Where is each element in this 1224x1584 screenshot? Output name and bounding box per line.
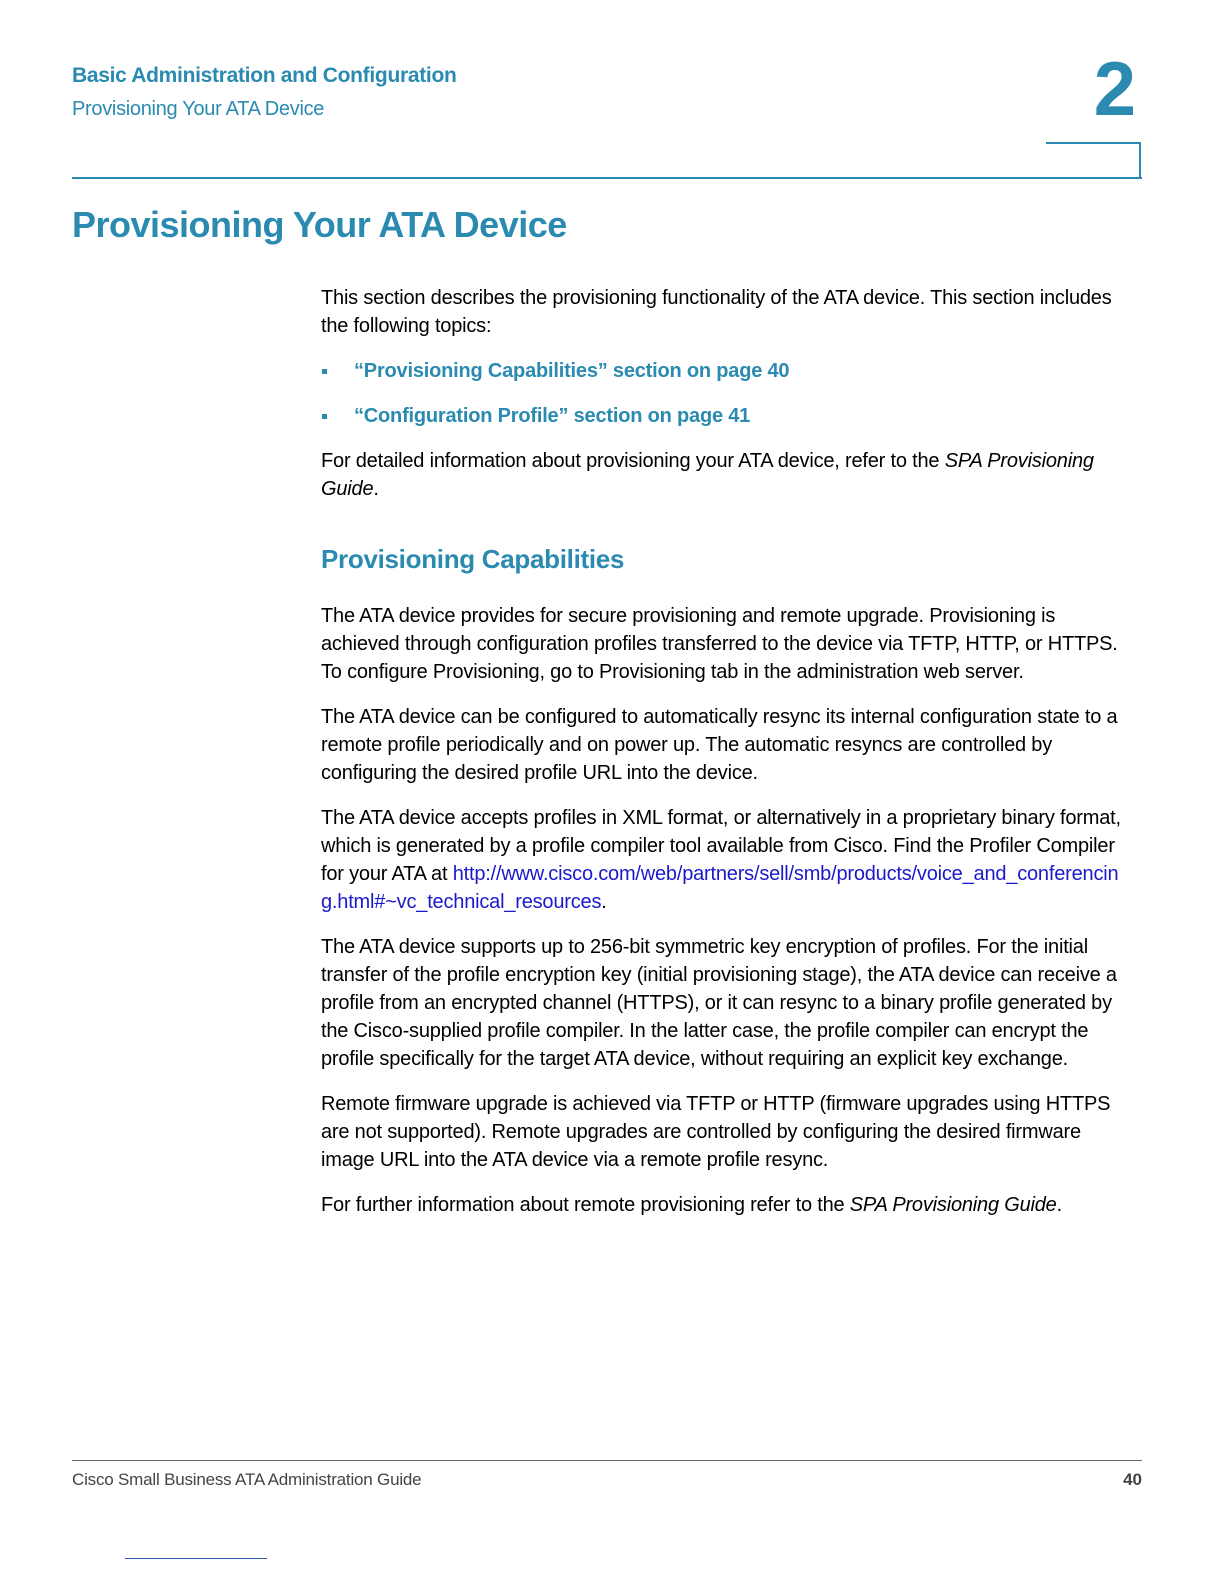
capabilities-paragraph-4: The ATA device supports up to 256-bit symmetric key encryption of profiles. For the initial transfer of the profile encryption key (initial provisioning stage), the ATA device can receive a profile from an encrypted channel (HTTPS), or it can resync to a binary profile generated by the Cisco-supplied profile compiler. In the latter case, the profile compiler can encrypt the profile specifically for the target ATA device, without requiring an explicit key exchange. (321, 936, 1117, 1070)
bullet-icon (322, 414, 327, 419)
profile-compiler-link[interactable]: http://www.cisco.com/web/partners/sell/smb/products/voice_and_conferencing.html#~vc_technical_resources (321, 863, 1119, 913)
topic-list (321, 357, 1133, 430)
bullet-icon (322, 369, 327, 374)
capabilities-paragraph-5: Remote firmware upgrade is achieved via TFTP or HTTP (firmware upgrades using HTTPS are not supported). Remote upgrades are controlled by configuring the desired firmware image URL into the ATA device via a remote profile resync. (321, 1093, 1111, 1171)
guide-reference-paragraph (321, 447, 1133, 503)
header-divider (72, 177, 1142, 179)
topic-link-configuration-profile[interactable] (321, 402, 1133, 430)
page-title: Provisioning Your ATA Device (72, 204, 567, 245)
guide-reference-text: For detailed information about provisioning your ATA device, refer to the (321, 450, 945, 472)
chapter-number-frame (1046, 142, 1141, 177)
footer-guide-name: Cisco Small Business ATA Administration Guide (72, 1470, 422, 1489)
bottom-decorative-line (125, 1558, 267, 1559)
topic-link-provisioning-capabilities[interactable] (321, 357, 1133, 385)
paragraph-text: The ATA device accepts profiles in XML format, or alternatively in a proprietary binary format, which is generated by a profile compiler tool available from Cisco. Find the Profiler Compiler for your ATA at (321, 807, 1121, 885)
footer-page-number: 40 (1123, 1470, 1142, 1489)
header-chapter-title: Basic Administration and Configuration (72, 64, 457, 87)
paragraph-text: For further information about remote provisioning refer to the (321, 1194, 850, 1216)
section-heading-provisioning-capabilities: Provisioning Capabilities (321, 544, 625, 574)
guide-reference-end: . (373, 478, 379, 500)
paragraph-end: . (1056, 1194, 1062, 1216)
capabilities-paragraph-6 (321, 1191, 1133, 1219)
topic-label: “Configuration Profile” section on page 41 (354, 405, 751, 427)
capabilities-paragraph-1: The ATA device provides for secure provisioning and remote upgrade. Provisioning is achieved through configuration profiles transferred to the device via TFTP, HTTP, or HTTPS. To configure Provisioning, go to Provisioning tab in the administration web server. (321, 605, 1118, 683)
intro-paragraph: This section describes the provisioning functionality of the ATA device. This section includes the following topics: (321, 287, 1112, 337)
header-section-title: Provisioning Your ATA Device (72, 98, 325, 120)
footer-divider (72, 1460, 1142, 1461)
topic-label: “Provisioning Capabilities” section on page 40 (354, 360, 790, 382)
guide-title: SPA Provisioning Guide (849, 1194, 1057, 1216)
guide-reference-title: SPA Provisioning Guide (321, 450, 1094, 500)
chapter-number: 2 (1093, 47, 1136, 132)
capabilities-paragraph-3 (321, 804, 1133, 916)
capabilities-paragraph-2: The ATA device can be configured to automatically resync its internal configuration state to a remote profile periodically and on power up. The automatic resyncs are controlled by configuring the desired profile URL into the device. (321, 706, 1118, 784)
main-content (321, 284, 1133, 1236)
paragraph-end: . (601, 891, 607, 913)
